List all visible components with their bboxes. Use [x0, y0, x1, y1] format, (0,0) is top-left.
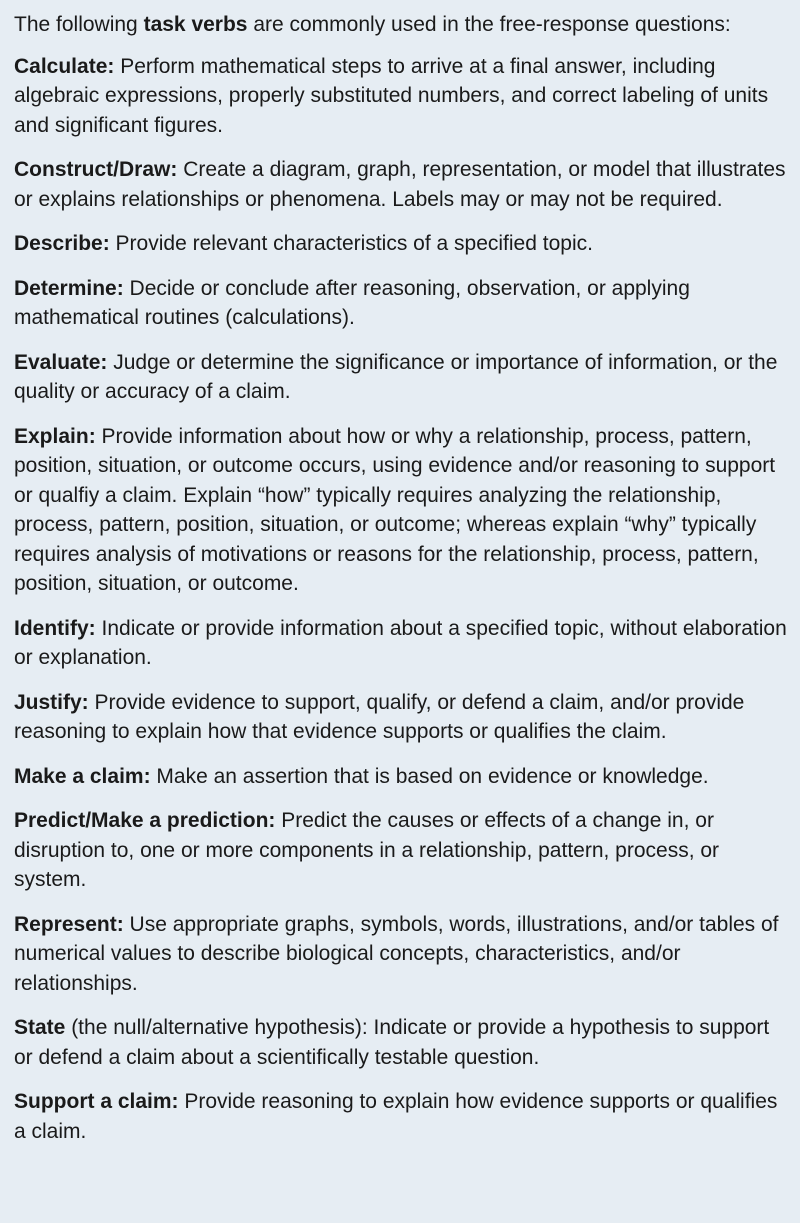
entry-definition: Decide or conclude after reasoning, observation, or applying mathematical routines (calculations). [14, 276, 690, 330]
entry-term: Make a claim: [14, 764, 151, 788]
entry-definition: Predict the causes or effects of a change in, or disruption to, one or more components in a relationship, pattern, process, or system. [14, 809, 720, 892]
entry-represent [14, 910, 790, 999]
entry-term: Justify: [14, 690, 89, 714]
entry-construct-draw [14, 155, 790, 214]
entry-definition: Make an assertion that is based on evidence or knowledge. [150, 764, 709, 788]
intro-task-verbs-emphasis: task verbs [143, 13, 248, 36]
entry-definition: Provide relevant characteristics of a specified topic. [109, 232, 593, 256]
entry-definition: Judge or determine the significance or importance of information, or the quality or accuracy of a claim. [14, 350, 778, 404]
entry-definition: Indicate or provide a hypothesis to support or defend a claim about a scientifically testable question. [14, 1016, 770, 1069]
entry-support-a-claim [14, 1087, 790, 1146]
entry-state [14, 1013, 790, 1072]
entry-describe [14, 229, 790, 259]
entry-make-a-claim [14, 762, 790, 792]
entry-definition: Use appropriate graphs, symbols, words, illustrations, and/or tables of numerical values to describe biological concepts, characteristics, and/or relationships. [14, 912, 779, 995]
entry-term: State [14, 1016, 66, 1040]
entry-definition: Provide evidence to support, qualify, or defend a claim, and/or provide reasoning to explain how that evidence supports or qualifies the claim. [14, 690, 745, 744]
entry-evaluate [14, 348, 790, 407]
entry-predict [14, 806, 790, 895]
entry-term: Explain: [14, 424, 96, 448]
entry-term: Evaluate: [14, 350, 108, 374]
entry-justify [14, 688, 790, 747]
entry-definition: Provide reasoning to explain how evidence supports or qualifies a claim. [14, 1090, 778, 1143]
entry-identify [14, 614, 790, 673]
entry-term: Determine: [14, 276, 124, 300]
entry-term: Support a claim: [14, 1090, 179, 1114]
entry-term: Predict/Make a prediction: [14, 809, 276, 833]
intro-text-after: are commonly used in the free-response questions: [247, 13, 731, 36]
entry-definition: Perform mathematical steps to arrive at a final answer, including algebraic expressions, properly substituted numbers, and correct labeling of units and significant figures. [14, 54, 769, 137]
entry-explain [14, 422, 790, 600]
entry-term: Identify: [14, 616, 96, 640]
entry-term: Describe: [14, 232, 110, 256]
entry-calculate [14, 52, 790, 141]
entry-definition: Provide information about how or why a relationship, process, pattern, position, situation, or outcome occurs, using evidence and/or reasoning to support or qualfiy a claim. Explain “how” typically requires analyzing the relationship, process, pattern, position, situation, or outcome; whereas explain “why” typically requires analysis of motivations or reasons for the relationship, process, pattern, position, situation, or outcome. [14, 424, 776, 596]
entry-definition: Create a diagram, graph, representation, or model that illustrates or explains relationships or phenomena. Labels may or may not be required. [14, 158, 786, 211]
entry-term: Represent: [14, 912, 124, 936]
intro-text-before: The following [14, 13, 144, 36]
intro-paragraph [14, 10, 790, 40]
entry-note: (the null/alternative hypothesis): [65, 1016, 368, 1040]
entry-determine [14, 274, 790, 333]
entry-term: Calculate: [14, 54, 115, 78]
entry-term: Construct/Draw: [14, 158, 178, 182]
entry-definition: Indicate or provide information about a specified topic, without elaboration or explanation. [14, 616, 787, 670]
